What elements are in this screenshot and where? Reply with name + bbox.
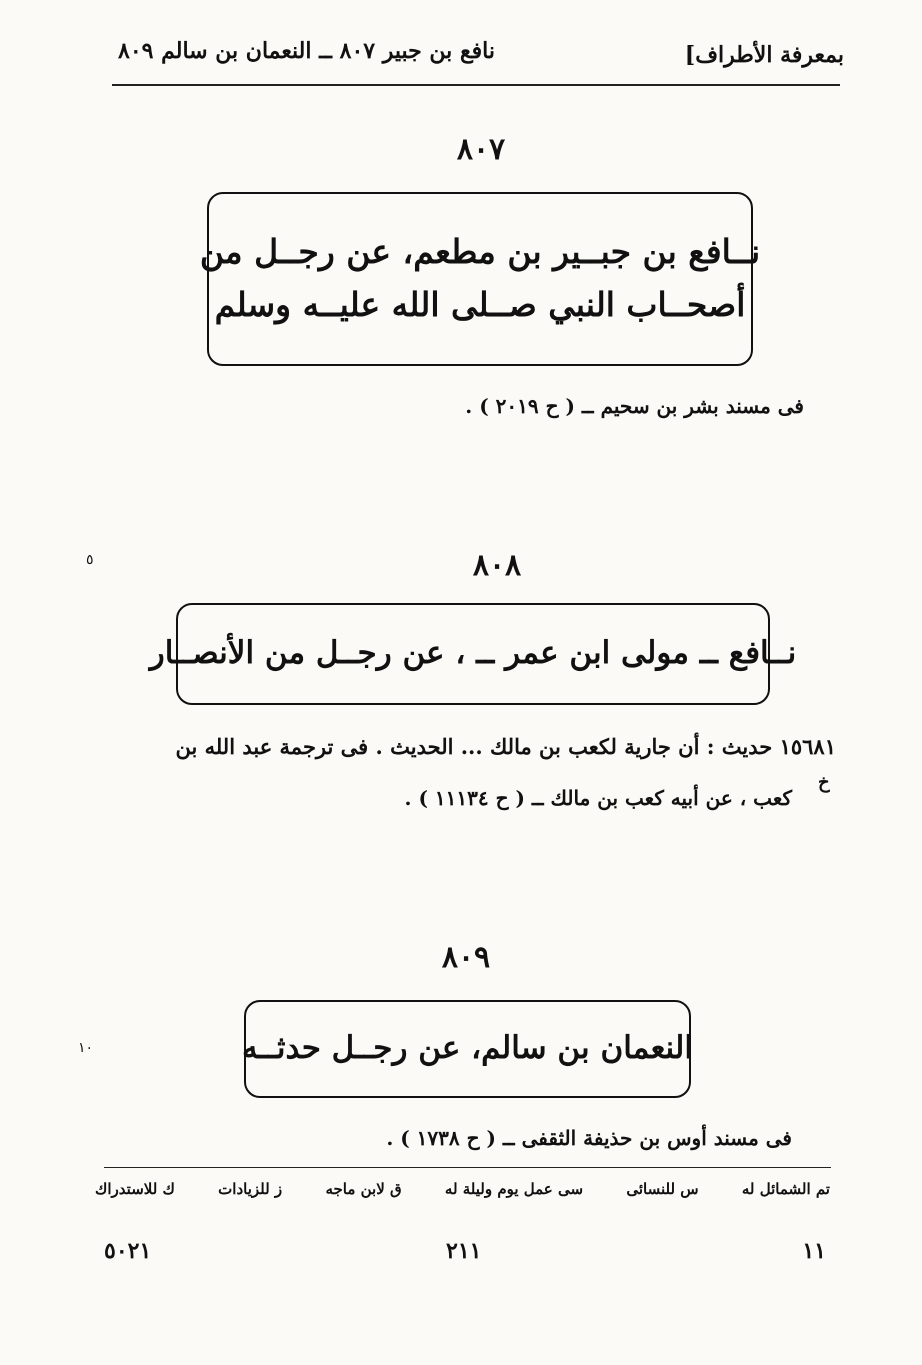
reference-line: فى مسند بشر بن سحيم ــ ( ح ٢٠١٩ ) . bbox=[465, 394, 804, 418]
box-line: أصحــاب النبي صــلى الله عليــه وسلم bbox=[214, 285, 746, 324]
entry-box bbox=[199, 192, 761, 366]
box-line: نــافع ــ مولى ابن عمر ــ ، عن رجــل من الأنصــار bbox=[149, 635, 797, 672]
legend-item: سى عمل يوم وليلة له bbox=[444, 1180, 584, 1198]
sigla-legend bbox=[95, 1180, 830, 1198]
legend-item: ك للاستدراك bbox=[95, 1180, 175, 1198]
page-number: ٢١١ bbox=[446, 1238, 482, 1264]
header-rule bbox=[112, 84, 840, 86]
reference-line: فى مسند أوس بن حذيفة الثقفى ــ ( ح ١٧٣٨ ) . bbox=[386, 1126, 792, 1150]
reference-line: ١٥٦٨١ حديث : أن جارية لكعب بن مالك ... الحديث . فى ترجمة عبد الله بن bbox=[175, 734, 836, 759]
running-header-right: بمعرفة الأطراف] bbox=[684, 42, 844, 68]
volume-number: ١١ bbox=[802, 1238, 826, 1264]
entry-number: ٨٠٨ bbox=[472, 548, 522, 583]
legend-item: س للنسائى bbox=[626, 1180, 699, 1198]
entry-box bbox=[244, 1000, 691, 1098]
legend-item: ز للزيادات bbox=[218, 1180, 283, 1198]
margin-line-number: ٥ bbox=[86, 552, 94, 568]
entry-number: ٨٠٩ bbox=[441, 940, 491, 975]
margin-line-number: ١٠ bbox=[78, 1040, 94, 1056]
footer-rule bbox=[104, 1167, 831, 1168]
entry-box bbox=[149, 603, 797, 705]
box-line: نــافع بن جبــير بن مطعم، عن رجــل من bbox=[199, 232, 761, 272]
sigla-mark: خ bbox=[818, 772, 830, 793]
legend-item: تم الشمائل له bbox=[741, 1180, 830, 1198]
entry-number: ٨٠٧ bbox=[456, 132, 506, 167]
box-line: النعمان بن سالم، عن رجــل حدثــه bbox=[242, 1030, 693, 1067]
running-header-left: نافع بن جبير ٨٠٧ ــ النعمان بن سالم ٨٠٩ bbox=[118, 38, 496, 64]
reference-line: كعب ، عن أبيه كعب بن مالك ــ ( ح ١١١٣٤ ) . bbox=[404, 786, 792, 810]
legend-item: ق لابن ماجه bbox=[325, 1180, 402, 1198]
running-number: ٥٠٢١ bbox=[104, 1238, 152, 1264]
